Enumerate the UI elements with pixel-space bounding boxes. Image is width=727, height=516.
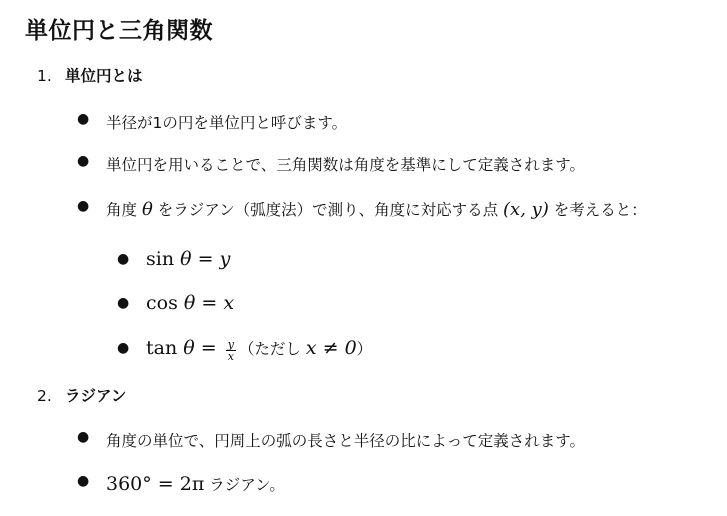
tan-function: tan — [146, 337, 178, 359]
bullet-dot: ● — [77, 198, 90, 214]
sin-function: sin — [146, 248, 175, 270]
section-1-number: 1. — [37, 67, 52, 85]
tan-equals: = — [194, 337, 223, 359]
tan-note-open: （ただし — [238, 340, 306, 358]
bullet-dot: ● — [77, 429, 90, 445]
list-item-angle-point — [77, 198, 647, 220]
angle-text-2: をラジアン（弧度法）で測り、角度に対応する点 — [152, 201, 504, 219]
page-title: 単位円と三角関数 — [25, 18, 213, 44]
bullet-dot: ● — [117, 295, 130, 311]
list-item-radian-definition — [77, 429, 585, 451]
cos-rhs: x — [223, 292, 235, 314]
list-item-trig-definition — [77, 153, 585, 175]
angle-text-3: を考えると： — [548, 201, 647, 219]
formula-tan — [117, 337, 373, 363]
list-item-text: 角度の単位で、円周上の弧の長さと半径の比によって定義されます。 — [106, 432, 585, 450]
sin-theta: θ — [180, 248, 192, 270]
bullet-dot: ● — [77, 473, 90, 489]
cos-theta: θ — [183, 292, 196, 314]
point-xy: (x, y) — [503, 199, 549, 220]
bullet-dot: ● — [77, 111, 90, 127]
list-item-text: 単位円を用いることで、三角関数は角度を基準にして定義されます。 — [106, 156, 585, 174]
degree-suffix: ラジアン。 — [204, 476, 285, 494]
section-1-heading — [37, 64, 143, 86]
tan-denominator: x — [227, 350, 234, 363]
sin-equals: = — [191, 248, 220, 270]
section-1-label: 単位円とは — [65, 67, 143, 85]
cos-function: cos — [146, 292, 178, 314]
formula-sin — [117, 248, 231, 270]
section-2-heading — [37, 384, 126, 406]
angle-text-1: 角度 — [106, 201, 142, 219]
bullet-dot: ● — [117, 251, 130, 267]
degree-equation: 360° = 2π — [106, 473, 205, 495]
tan-note-close: ） — [356, 340, 373, 358]
tan-numerator: y — [227, 338, 234, 351]
list-item-degree-radian — [77, 473, 285, 495]
bullet-dot: ● — [117, 340, 130, 356]
section-2-number: 2. — [37, 387, 52, 405]
tan-theta: θ — [183, 337, 195, 359]
tan-note-condition: x ≠ 0 — [305, 337, 357, 359]
list-item-text: 半径が1の円を単位円と呼びます。 — [106, 114, 348, 132]
sin-rhs: y — [219, 248, 231, 270]
bullet-dot: ● — [77, 153, 90, 169]
formula-cos — [117, 292, 235, 314]
list-item-unit-circle-definition — [77, 111, 348, 133]
tan-fraction — [226, 339, 236, 362]
theta-symbol: θ — [141, 199, 153, 220]
cos-equals: = — [195, 292, 224, 314]
section-2-label: ラジアン — [65, 387, 127, 405]
